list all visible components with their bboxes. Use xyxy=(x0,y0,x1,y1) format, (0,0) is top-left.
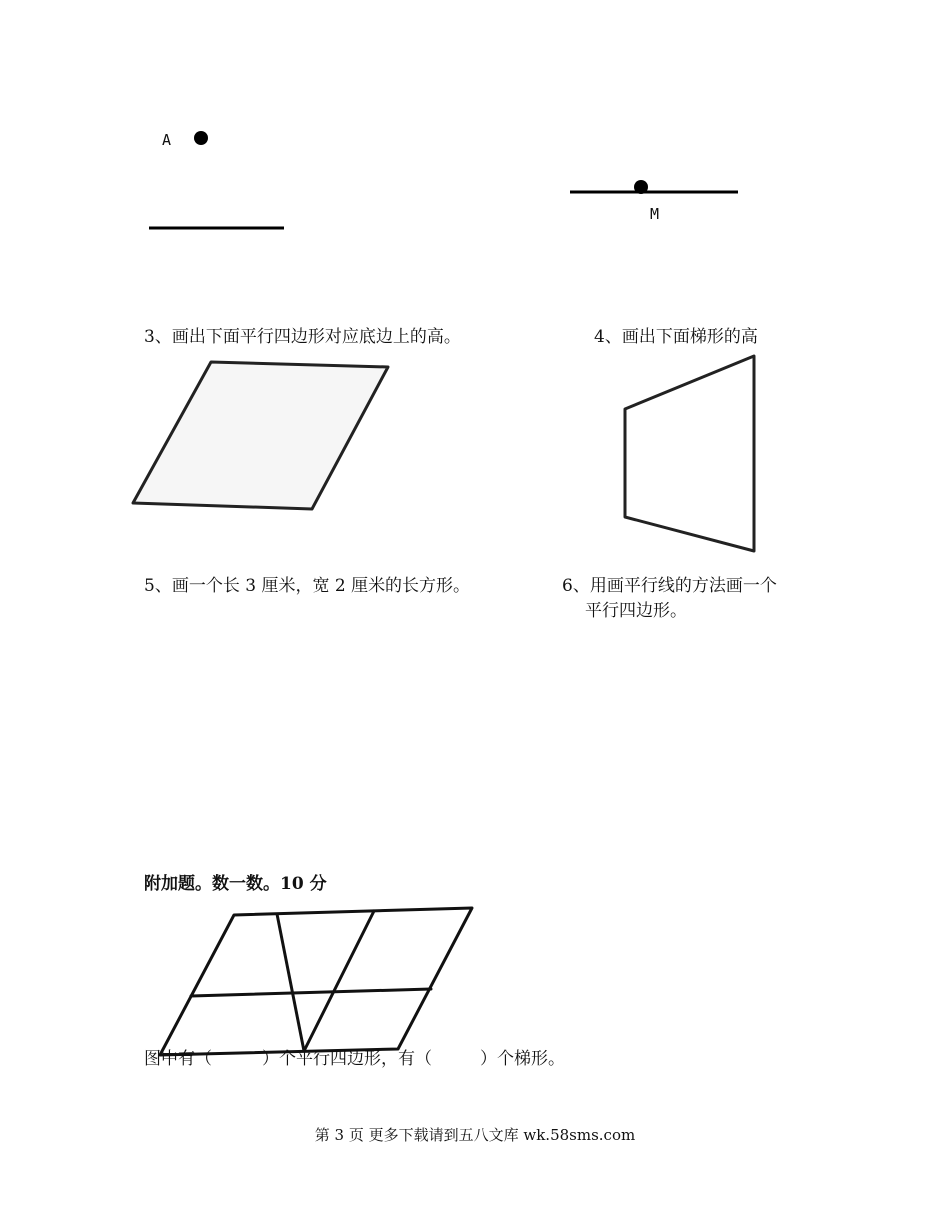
trapezoid-figure xyxy=(625,356,754,551)
answer-part-1: 图中有（ xyxy=(144,1049,212,1069)
bonus-title: 附加题。数一数。10 分 xyxy=(144,874,327,894)
question-6-line-2: 平行四边形。 xyxy=(585,601,687,621)
point-a xyxy=(194,131,208,145)
bonus-answer-line xyxy=(144,1047,565,1071)
answer-part-2: ）个平行四边形，有（ xyxy=(262,1049,432,1069)
question-6-line-1: 6、用画平行线的方法画一个 xyxy=(562,576,777,596)
question-5: 5、画一个长 3 厘米，宽 2 厘米的长方形。 xyxy=(144,576,471,596)
point-m-label: M xyxy=(650,205,660,223)
parallelogram-figure xyxy=(133,362,388,509)
answer-part-3: ）个梯形。 xyxy=(480,1049,565,1069)
question-4: 4、画出下面梯形的高 xyxy=(594,327,758,347)
page-footer: 第 3 页 更多下载请到五八文库 wk.58sms.com xyxy=(314,1126,636,1144)
point-a-label: A xyxy=(162,131,172,149)
question-3: 3、画出下面平行四边形对应底边上的高。 xyxy=(144,327,461,347)
bonus-figure xyxy=(160,908,472,1055)
point-m xyxy=(634,180,648,194)
